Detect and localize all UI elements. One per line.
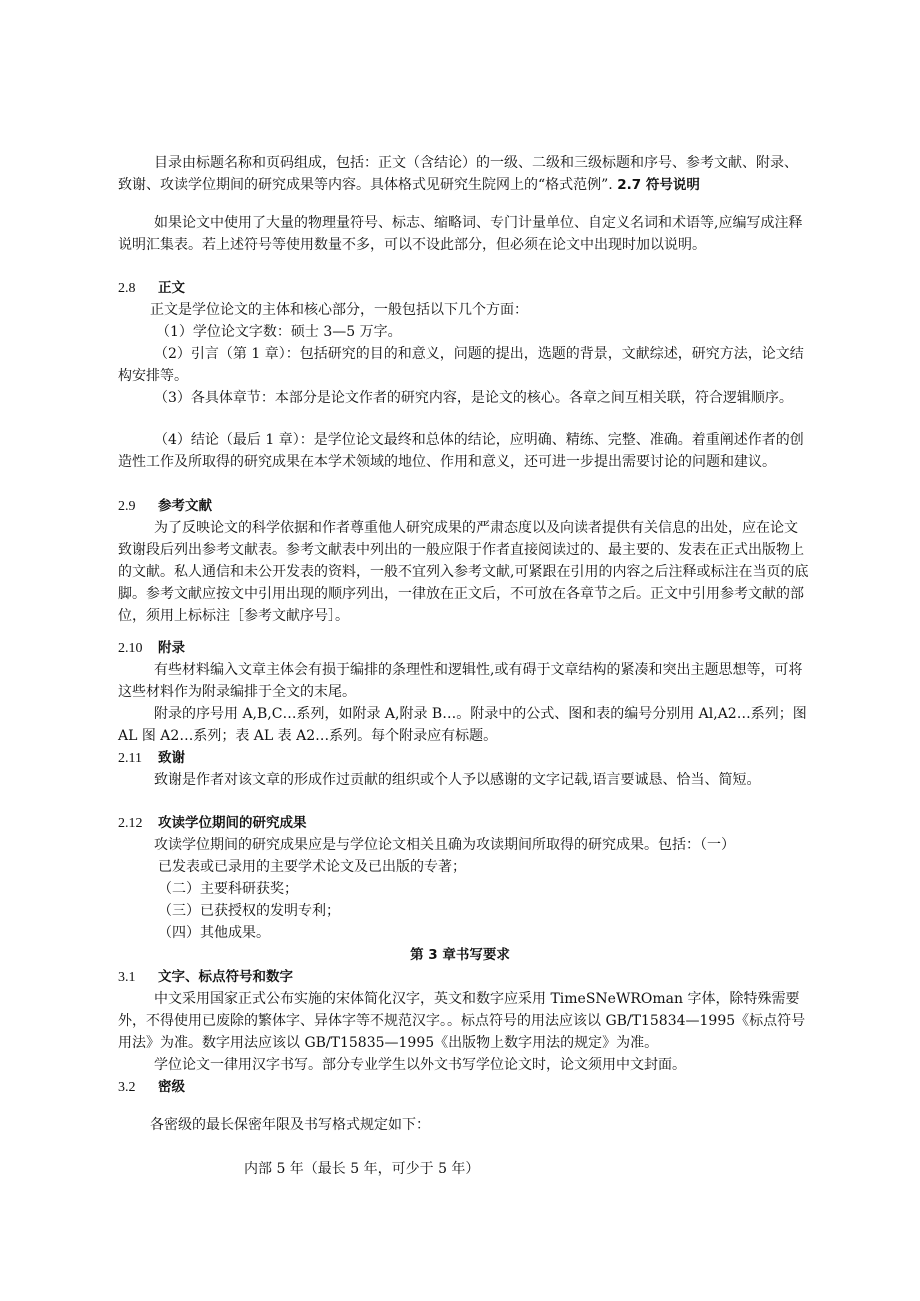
- heading-2-10: [118, 637, 185, 660]
- heading-3-2: [118, 1076, 185, 1099]
- list-item-body-3: （3）各具体章节：本部分是论文作者的研究内容，是论文的核心。各章之间互相关联，符合逻辑顺序。: [154, 390, 793, 406]
- paragraph-acknowledgements: 致谢是作者对该文章的形成作过贡献的组织或个人予以感谢的文字记载,语言要诚恳、恰当、简短。: [154, 772, 761, 788]
- heading-title: 正文: [158, 280, 185, 296]
- heading-2-8: [118, 277, 185, 300]
- heading-title: 参考文献: [158, 498, 212, 514]
- secret-level-internal: 内部 5 年（最长 5 年，可少于 5 年）: [244, 1161, 480, 1177]
- paragraph-appendix-2: 附录的序号用 A,B,C…系列，如附录 A,附录 B…。附录中的公式、图和表的编号分别用 Al,A2…系列；图 AL 图 A2…系列；表 AL 表 A2…系列。每个附录应有标题。: [118, 706, 807, 744]
- heading-2-9: [118, 495, 212, 518]
- heading-number: 2.8: [118, 281, 136, 296]
- heading-title: 致谢: [158, 750, 185, 766]
- heading-number: 2.12: [118, 816, 143, 831]
- list-item-body-1: （1）学位论文字数：硕士 3—5 万字。: [156, 324, 402, 340]
- list-item-body-2: （2）引言（第 1 章）：包括研究的目的和意义，问题的提出，选题的背景，文献综述，研究方法，论文结构安排等。: [118, 346, 804, 384]
- list-item-results-4: （四）其他成果。: [158, 925, 270, 941]
- list-item-results-3: （三）已获授权的发明专利；: [158, 903, 340, 919]
- paragraph-symbols: 如果论文中使用了大量的物理量符号、标志、缩略词、专门计量单位、自定义名词和术语等,应编写成注释说明汇集表。若上述符号等使用数量不多，可以不设此部分，但必须在论文中出现时加以说明。: [118, 215, 803, 253]
- paragraph-results-intro: 攻读学位期间的研究成果应是与学位论文相关且确为攻读期间所取得的研究成果。包括：（一）: [154, 837, 735, 853]
- paragraph-secret-intro: 各密级的最长保密年限及书写格式规定如下：: [150, 1117, 430, 1133]
- heading-number: 3.2: [118, 1080, 136, 1095]
- heading-3-1: [118, 966, 293, 989]
- paragraph-text-rules: 中文采用国家正式公布实施的宋体简化汉字，英文和数字应采用 TimeSNeWROman 字体，除特殊需要外，不得使用已废除的繁体字、异体字等不规范汉字。。标点符号的用法应该以 GB/T15834—1995《标点符号用法》为准。数字用法应该以 GB/T15835—1995《出版物上数字用法的规定》为准。: [118, 991, 806, 1051]
- list-item-results-2: （二）主要科研获奖；: [158, 881, 298, 897]
- paragraph-appendix-1: 有些材料编入文章主体会有损于编排的条理性和逻辑性,或有碍于文章结构的紧凑和突出主题思想等，可将这些材料作为附录编排于全文的末尾。: [118, 662, 803, 700]
- paragraph-language: 学位论文一律用汉字书写。部分专业学生以外文书写学位论文时，论文须用中文封面。: [154, 1057, 686, 1073]
- heading-number: 2.9: [118, 499, 136, 514]
- list-item-results-1: 已发表或已录用的主要学术论文及已出版的专著；: [158, 859, 466, 875]
- heading-number: 2.11: [118, 751, 142, 766]
- paragraph-references: 为了反映论文的科学依据和作者尊重他人研究成果的严肃态度以及向读者提供有关信息的出处，应在论文致谢段后列出参考文献表。参考文献表中列出的一般应限于作者直接阅读过的、最主要的、发表在正式出版物上的文献。私人通信和未公开发表的资料，一般不宜列入参考文献,可紧跟在引用的内容之后注释或标注在当页的底脚。参考文献应按文中引用出现的顺序列出，一律放在正文后，不可放在各章节之后。正文中引用参考文献的部位，须用上标标注［参考文献序号］。: [118, 520, 809, 624]
- heading-title: 文字、标点符号和数字: [158, 969, 293, 985]
- heading-title: 附录: [158, 640, 185, 656]
- paragraph-toc: [118, 152, 810, 196]
- heading-title: 攻读学位期间的研究成果: [158, 815, 307, 831]
- toc-text: 目录由标题名称和页码组成，包括：正文（含结论）的一级、二级和三级标题和序号、参考文献、附录、致谢、攻读学位期间的研究成果等内容。具体格式见研究生院网上的“格式范例”.: [118, 155, 798, 193]
- heading-title: 密级: [158, 1079, 185, 1095]
- heading-2-12: [118, 812, 307, 835]
- chapter-3-title: 第 3 章书写要求: [410, 947, 510, 963]
- heading-2-11: [118, 747, 185, 770]
- list-item-body-4: （4）结论（最后 1 章）：是学位论文最终和总体的结论，应明确、精练、完整、准确。着重阐述作者的创造性工作及所取得的研究成果在本学术领域的地位、作用和意义，还可进一步提出需要讨论的问题和建议。: [118, 432, 804, 470]
- heading-2-7-inline: 2.7 符号说明: [617, 177, 700, 193]
- heading-number: 3.1: [118, 970, 136, 985]
- paragraph-body-intro: 正文是学位论文的主体和核心部分，一般包括以下几个方面：: [150, 302, 528, 318]
- heading-number: 2.10: [118, 641, 143, 656]
